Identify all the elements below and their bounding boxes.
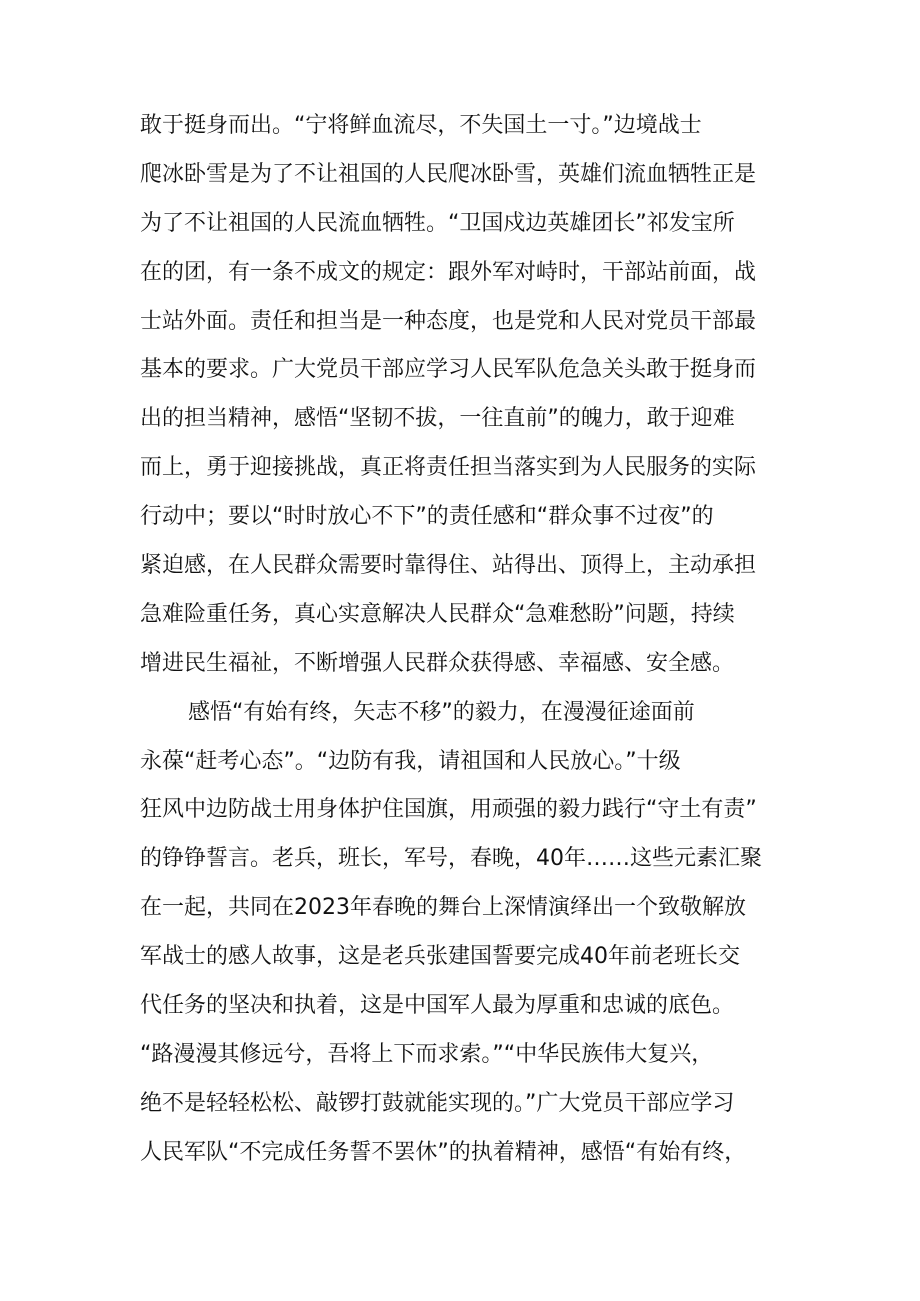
text-line: 永葆“赶考心态”。“边防有我，请祖国和人民放心。”十级 [140,748,681,774]
text-line: 军战士的感人故事，这是老兵张建国誓要完成40年前老班长交 [140,944,740,970]
paragraph-start-line: 感悟“有始有终，矢志不移”的毅力，在漫漫征途面前 [188,699,695,725]
text-line: 人民军队“不完成任务誓不罢休”的执着精神，感悟“有始有终， [140,1139,747,1165]
text-line: 狂风中边防战士用身体护住国旗，用顽强的毅力践行“守土有责” [140,797,757,823]
text-line: 士站外面。责任和担当是一种态度，也是党和人民对党员干部最 [140,308,757,334]
text-line: “路漫漫其修远兮，吾将上下而求索。”“中华民族伟大复兴， [140,1041,714,1067]
text-line: 基本的要求。广大党员干部应学习人民军队危急关头敢于挺身而 [140,357,757,383]
text-line: 绝不是轻轻松松、敲锣打鼓就能实现的。”广大党员干部应学习 [140,1090,735,1116]
text-line: 出的担当精神，感悟“坚韧不拔，一往直前”的魄力，敢于迎难 [140,406,735,432]
paragraph-end-line: 增进民生福祉，不断增强人民群众获得感、幸福感、安全感。 [140,650,735,676]
text-line: 敢于挺身而出。“宁将鲜血流尽，不失国土一寸。”边境战士 [140,113,702,138]
text-line: 而上，勇于迎接挑战，真正将责任担当落实到为人民服务的实际 [140,455,757,481]
text-line: 行动中；要以“时时放心不下”的责任感和“群众事不过夜”的 [140,504,714,530]
text-line: 的铮铮誓言。老兵，班长，军号，春晚，40年……这些元素汇聚 [140,846,762,872]
text-line: 在的团，有一条不成文的规定：跟外军对峙时，干部站前面，战 [140,259,757,285]
text-line: 代任务的坚决和执着，这是中国军人最为厚重和忠诚的底色。 [140,993,735,1019]
text-line: 紧迫感，在人民群众需要时靠得住、站得出、顶得上，主动承担 [140,553,757,579]
text-line: 急难险重任务，真心实意解决人民群众“急难愁盼”问题，持续 [140,601,735,627]
body-text [140,102,800,1178]
text-line: 为了不让祖国的人民流血牺牲。“卫国戍边英雄团长”祁发宝所 [140,210,735,236]
text-line: 在一起，共同在2023年春晚的舞台上深情演绎出一个致敬解放 [140,895,746,921]
text-line: 爬冰卧雪是为了不让祖国的人民爬冰卧雪，英雄们流血牺牲正是 [140,161,757,187]
